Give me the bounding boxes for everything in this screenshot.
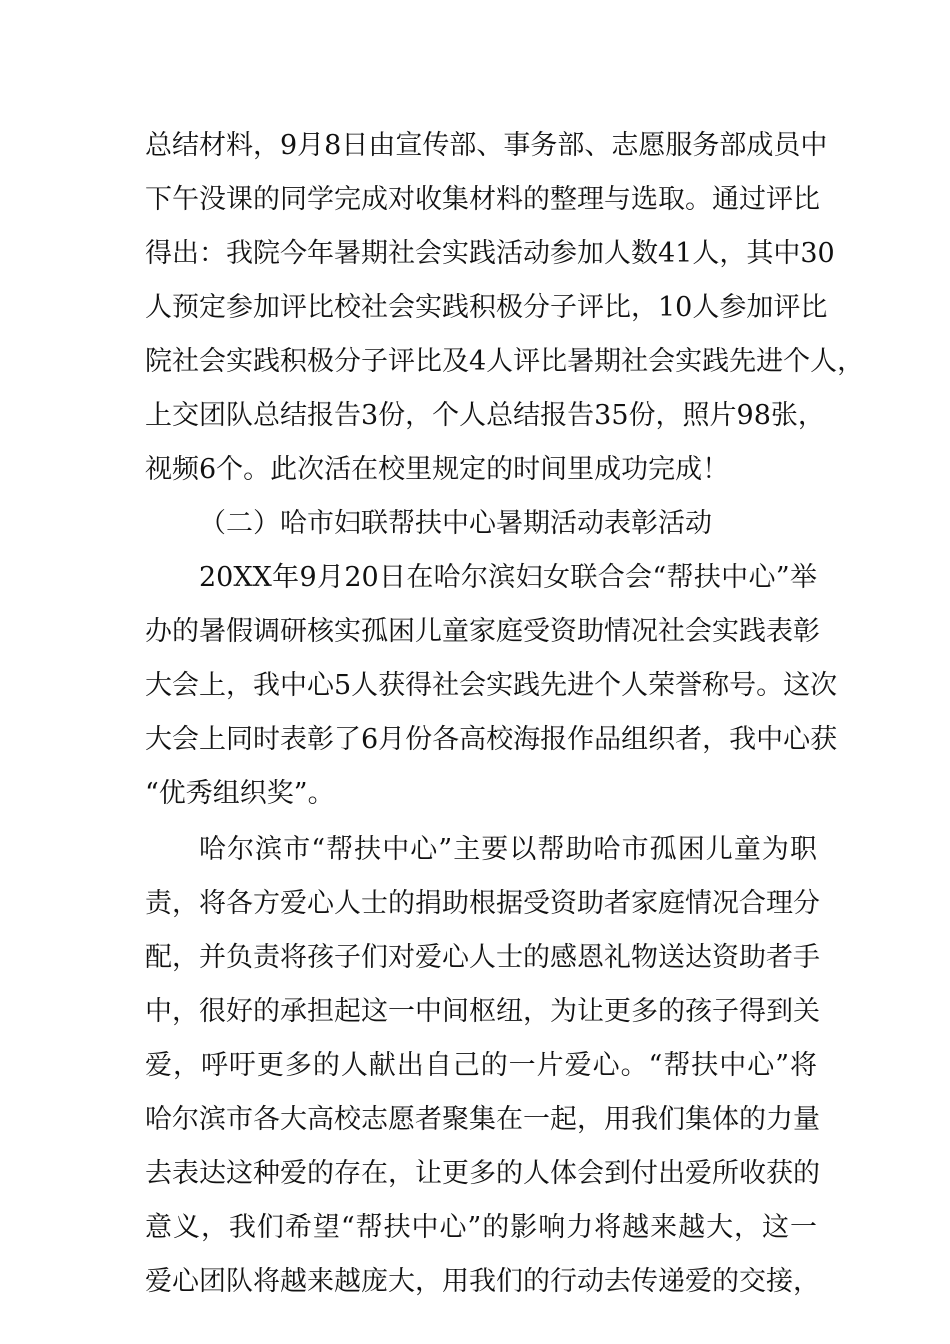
paragraph-line-22: 爱心团队将越来越庞大，用我们的行动去传递爱的交接， — [145, 1266, 820, 1297]
paragraph-line-19: 哈尔滨市各大高校志愿者聚集在一起，用我们集体的力量 — [145, 1104, 820, 1135]
paragraph-line-13: “优秀组织奖”。 — [145, 778, 335, 809]
paragraph-line-1: 总结材料，9月8日由宣传部、事务部、志愿服务部成员中 — [145, 130, 828, 161]
paragraph-line-9: 20XX年9月20日在哈尔滨妇女联合会“帮扶中心”举 — [199, 562, 817, 593]
paragraph-line-11: 大会上，我中心5人获得社会实践先进个人荣誉称号。这次 — [145, 670, 838, 701]
paragraph-line-7: 视频6个。此次活在校里规定的时间里成功完成！ — [145, 454, 730, 485]
paragraph-line-18: 爱，呼吁更多的人献出自己的一片爱心。“帮扶中心”将 — [145, 1050, 817, 1081]
paragraph-line-5: 院社会实践积极分子评比及4人评比暑期社会实践先进个人， — [145, 346, 865, 377]
paragraph-line-12: 大会上同时表彰了6月份各高校海报作品组织者，我中心获 — [145, 724, 838, 755]
paragraph-line-17: 中，很好的承担起这一中间枢纽，为让更多的孩子得到关 — [145, 996, 820, 1027]
paragraph-line-15: 责，将各方爱心人士的捐助根据受资助者家庭情况合理分 — [145, 888, 820, 919]
paragraph-line-2: 下午没课的同学完成对收集材料的整理与选取。通过评比 — [145, 184, 820, 215]
paragraph-line-20: 去表达这种爱的存在，让更多的人体会到付出爱所收获的 — [145, 1158, 820, 1189]
paragraph-line-14: 哈尔滨市“帮扶中心”主要以帮助哈市孤困儿童为职 — [199, 834, 817, 865]
section-heading: （二）哈市妇联帮扶中心暑期活动表彰活动 — [199, 508, 712, 539]
paragraph-line-6: 上交团队总结报告3份，个人总结报告35份，照片98张， — [145, 400, 825, 431]
paragraph-line-3: 得出：我院今年暑期社会实践活动参加人数41人，其中30 — [145, 238, 835, 269]
paragraph-line-10: 办的暑假调研核实孤困儿童家庭受资助情况社会实践表彰 — [145, 616, 820, 647]
paragraph-line-4: 人预定参加评比校社会实践积极分子评比，10人参加评比 — [145, 292, 828, 323]
paragraph-line-16: 配，并负责将孩子们对爱心人士的感恩礼物送达资助者手 — [145, 942, 820, 973]
paragraph-line-21: 意义，我们希望“帮扶中心”的影响力将越来越大，这一 — [145, 1212, 817, 1243]
